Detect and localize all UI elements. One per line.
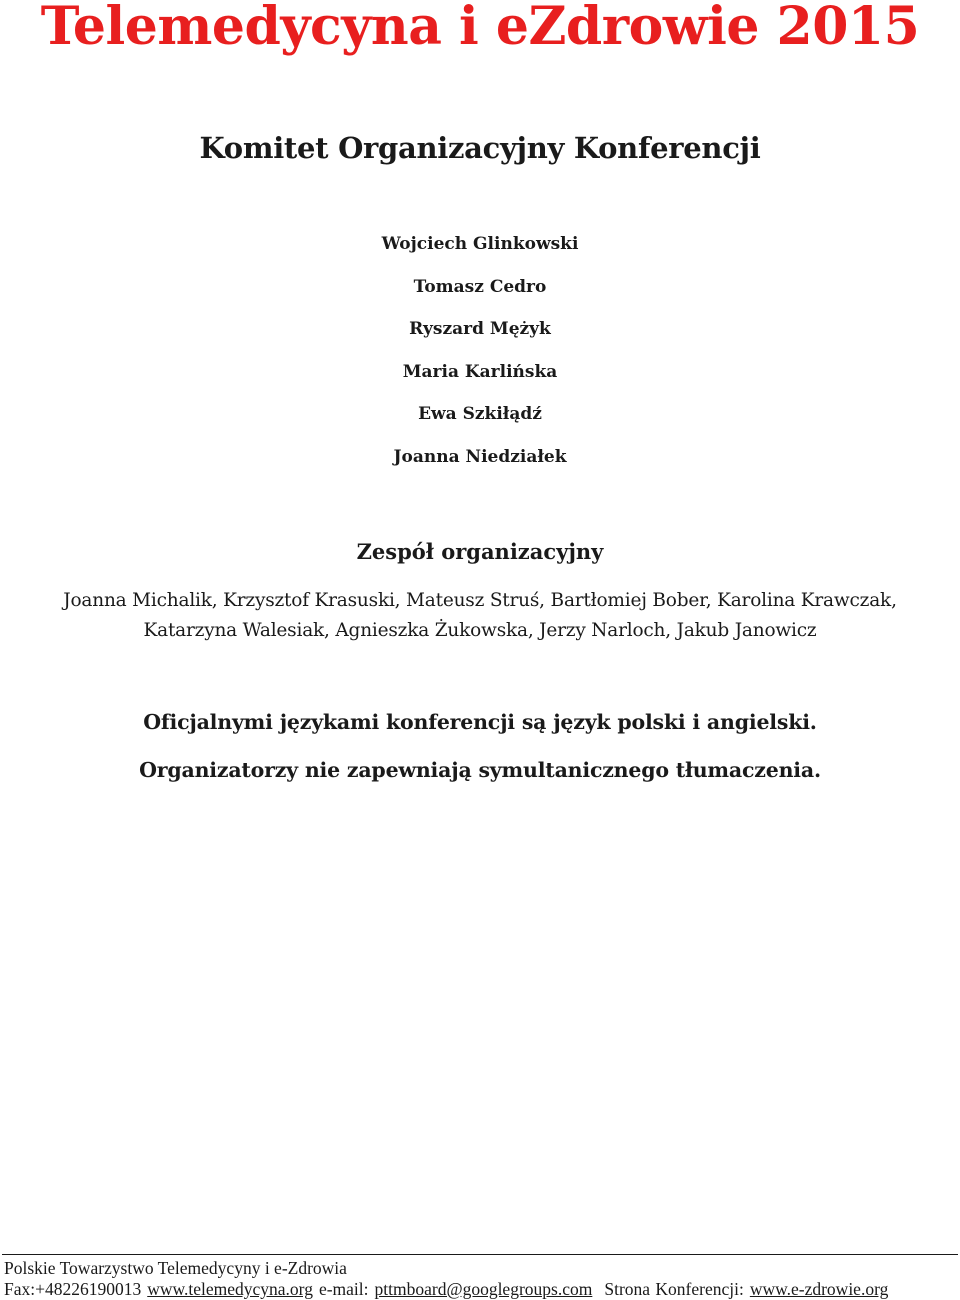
team-members-line: Joanna Michalik, Krzysztof Krasuski, Mateusz Struś, Bartłomiej Bober, Karolina Krawczak,: [63, 590, 897, 611]
translation-note: Organizatorzy nie zapewniają symultanicznego tłumaczenia.: [139, 758, 821, 782]
team-members-line: Katarzyna Walesiak, Agnieszka Żukowska, Jerzy Narloch, Jakub Janowicz: [143, 620, 817, 641]
committee-member: Tomasz Cedro: [413, 276, 547, 297]
team-heading: Zespół organizacyjny: [356, 539, 604, 564]
committee-heading: Komitet Organizacyjny Konferencji: [199, 131, 761, 165]
email-link[interactable]: pttmboard@googlegroups.com: [374, 1279, 593, 1299]
email-label: e-mail:: [318, 1279, 369, 1299]
committee-list: [0, 233, 960, 489]
footer-contact: [4, 1278, 888, 1300]
committee-member: Maria Karlińska: [402, 361, 558, 382]
footer-organization: Polskie Towarzystwo Telemedycyny i e-Zdrowia: [4, 1258, 347, 1278]
official-languages-note: Oficjalnymi językami konferencji są język polski i angielski.: [143, 710, 817, 734]
website-link[interactable]: www.telemedycyna.org: [147, 1279, 313, 1299]
conference-site-link[interactable]: www.e-zdrowie.org: [749, 1279, 889, 1299]
page-title: Telemedycyna i eZdrowie 2015: [40, 0, 920, 57]
footer-divider: [2, 1254, 958, 1255]
conference-site-label: Strona Konferencji:: [604, 1279, 744, 1299]
footer-fax: Fax:+48226190013: [4, 1279, 142, 1299]
committee-member: Ryszard Mężyk: [409, 319, 551, 340]
team-members: [20, 586, 940, 646]
committee-member: Wojciech Glinkowski: [381, 234, 579, 254]
committee-member: Joanna Niedziałek: [393, 446, 567, 467]
committee-member: Ewa Szkiłądź: [418, 404, 542, 425]
